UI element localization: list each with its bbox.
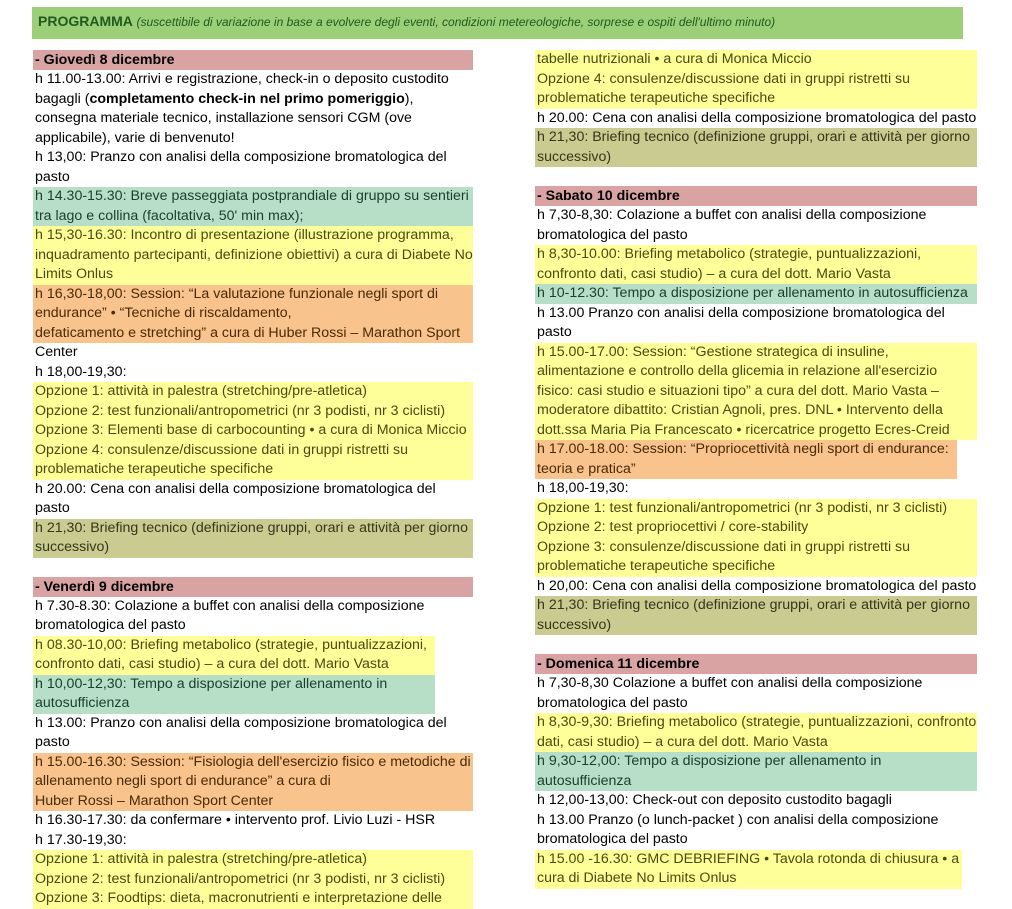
day-title-saturday: - Sabato 10 dicembre — [535, 186, 977, 206]
event-lunch: h 13.00 Pranzo con analisi della composizione bromatologica del pasto — [537, 304, 945, 340]
event-checkout: h 12,00-13,00: Check-out con deposito custodito bagagli — [537, 792, 892, 808]
event-briefing: h 21,30: Briefing tecnico (definizione gruppi, orari e attività per giorno successivo) — [535, 128, 977, 167]
event-talk: h 16.30-17.30: da confermare • intervento prof. Livio Luzi - HSR — [35, 812, 436, 828]
event-option-2: Opzione 2: test propriocettivi / core-stability — [535, 518, 977, 538]
event-text-bold: completamento check-in nel primo pomeriggio — [89, 90, 405, 107]
event-option-3: Opzione 3: Elementi base di carbocounting • a cura di Monica Miccio — [33, 421, 473, 441]
event-text: h 15.00-16.30: Session: “Fisiologia dell'esercizio fisico e metodiche di allenamento negli sport di endurance” a cura di — [35, 753, 471, 789]
event-option-4: Opzione 4: consulenze/discussione dati in gruppi ristretti su problematiche terapeutiche specifiche — [535, 70, 977, 109]
event-session-physiology — [33, 753, 473, 812]
event-option-2: Opzione 2: test funzionali/antropometrici (nr 3 podisti, nr 3 ciclisti) — [33, 402, 473, 422]
event-option-1: Opzione 1: attività in palestra (stretching/pre-atletica) — [33, 850, 473, 870]
event-option-1: Opzione 1: test funzionali/antropometrici (nr 3 podisti, nr 3 ciclisti) — [535, 499, 977, 519]
event-text: defaticamento e stretching” a cura di Huber Rossi – Marathon Sport — [35, 324, 461, 341]
event-walk: h 14.30-15.30: Breve passeggiata postprandiale di gruppo su sentieri tra lago e collina (facoltativa, 50' min max); — [33, 187, 473, 226]
left-column — [33, 50, 473, 909]
event-text: ), consegna materiale tecnico, installazione sensori CGM (ove applicabile), varie di benvenuto! — [35, 90, 414, 146]
event-session-insulin: h 15.00-17.00: Session: “Gestione strategica di insuline, alimentazione e controllo della glicemia in relazione all'esercizio fisico: casi studio e situazioni tipo” a cura del dott. Mario Vasta – moderatore dibattito: Cristian Agnoli, pres. DNL • Intervento della dott.ssa Maria Pia Francescato • ricercatrice progetto Ecres-Creid — [535, 343, 977, 441]
event-dinner: h 20.00: Cena con analisi della composizione bromatologica del pasto — [35, 480, 436, 516]
event-text: h 16,30-18,00: Session: “La valutazione funzionale negli sport di endurance” • “Tecniche di riscaldamento, — [35, 285, 439, 321]
event-dinner: h 20,00: Cena con analisi della composizione bromatologica del pasto — [537, 577, 977, 594]
event-briefing: h 21,30: Briefing tecnico (definizione gruppi, orari e attività per giorno successivo) — [535, 596, 977, 635]
program-header — [32, 7, 963, 39]
event-option-3-cont: tabelle nutrizionali • a cura di Monica Miccio — [535, 50, 977, 70]
event-time-slot: h 18,00-19,30: — [35, 363, 127, 380]
program-subtitle: (suscettibile di variazione in base a evolvere degli eventi, condizioni metereologiche, sorprese e ospiti dell'ultimo minuto) — [136, 15, 776, 29]
event-presentation: h 15,30-16.30: Incontro di presentazione (illustrazione programma, inquadramento partecipanti, definizione obiettivi) a cura di Diabete No Limits Onlus — [33, 226, 473, 285]
day-title-friday: - Venerdì 9 dicembre — [33, 577, 473, 597]
event-option-4: Opzione 4: consulenze/discussione dati in gruppi ristretti su problematiche terapeutiche specifiche — [33, 441, 473, 480]
event-lunch: h 13.00: Pranzo con analisi della composizione bromatologica del pasto — [35, 714, 447, 750]
event-metabolic-briefing: h 8,30-10.00: Briefing metabolico (strategie, puntualizzazioni, confronto dati, casi studio) – a cura del dott. Mario Vasta — [535, 245, 977, 284]
event-dinner: h 20.00: Cena con analisi della composizione bromatologica del pasto — [537, 109, 977, 126]
event-breakfast: h 7,30-8,30: Colazione a buffet con analisi della composizione bromatologica del pasto — [537, 207, 927, 243]
event-time-slot: h 18,00-19,30: — [537, 480, 629, 496]
event-debriefing: h 15.00 -16.30: GMC DEBRIEFING • Tavola rotonda di chiusura • a cura di Diabete No Limits Onlus — [535, 850, 962, 889]
event-lunch: h 13,00: Pranzo con analisi della composizione bromatologica del pasto — [35, 149, 447, 185]
event-metabolic-briefing: h 8,30-9,30: Briefing metabolico (strategie, puntualizzazioni, confronto dati, casi studio) – a cura del dott. Mario Vasta — [535, 713, 977, 752]
event-option-3: Opzione 3: consulenze/discussione dati in gruppi ristretti su problematiche terapeutiche specifiche — [535, 538, 977, 577]
event-breakfast: h 7.30-8.30: Colazione a buffet con analisi della composizione bromatologica del pasto — [35, 597, 425, 633]
event-time-slot: h 17.30-19,30: — [35, 831, 127, 848]
event-lunch: h 13.00 Pranzo (o lunch-packet ) con analisi della composizione bromatologica del pasto — [537, 811, 939, 847]
event-free-training: h 10,00-12,30: Tempo a disposizione per allenamento in autosufficienza — [33, 675, 435, 714]
event-free-training: h 10-12.30: Tempo a disposizione per allenamento in autosufficienza — [535, 284, 977, 304]
event-option-1: Opzione 1: attività in palestra (stretching/pre-atletica) — [33, 382, 473, 402]
day-title-thursday: - Giovedì 8 dicembre — [33, 50, 473, 70]
right-column — [535, 50, 977, 889]
event-arrivals — [33, 70, 473, 148]
event-option-3: Opzione 3: Foodtips: dieta, macronutrienti e interpretazione delle — [33, 889, 473, 909]
event-text: h 11.00-13.00: Arrivi e registrazione, check-in o deposito custodito bagagli ( — [35, 71, 449, 107]
event-text: Huber Rossi – Marathon Sport Center — [35, 792, 274, 809]
event-breakfast: h 7,30-8,30 Colazione a buffet con analisi della composizione bromatologica del pasto — [537, 675, 923, 711]
program-title: PROGRAMMA — [38, 13, 133, 29]
event-session-proprioception: h 17.00-18.00: Session: “Propriocettività negli sport di endurance: teoria e pratica” — [535, 440, 957, 479]
day-title-sunday: - Domenica 11 dicembre — [535, 654, 977, 674]
event-session-evaluation — [33, 285, 473, 344]
event-session-tail: Center — [35, 344, 78, 360]
event-option-2: Opzione 2: test funzionali/antropometrici (nr 3 podisti, nr 3 ciclisti) — [33, 870, 473, 890]
event-metabolic-briefing: h 08.30-10,00: Briefing metabolico (strategie, puntualizzazioni, confronto dati, casi studio) – a cura del dott. Mario Vasta — [33, 636, 435, 675]
event-free-training: h 9,30-12,00: Tempo a disposizione per allenamento in autosufficienza — [535, 752, 977, 791]
event-briefing: h 21,30: Briefing tecnico (definizione gruppi, orari e attività per giorno successivo) — [33, 519, 473, 558]
